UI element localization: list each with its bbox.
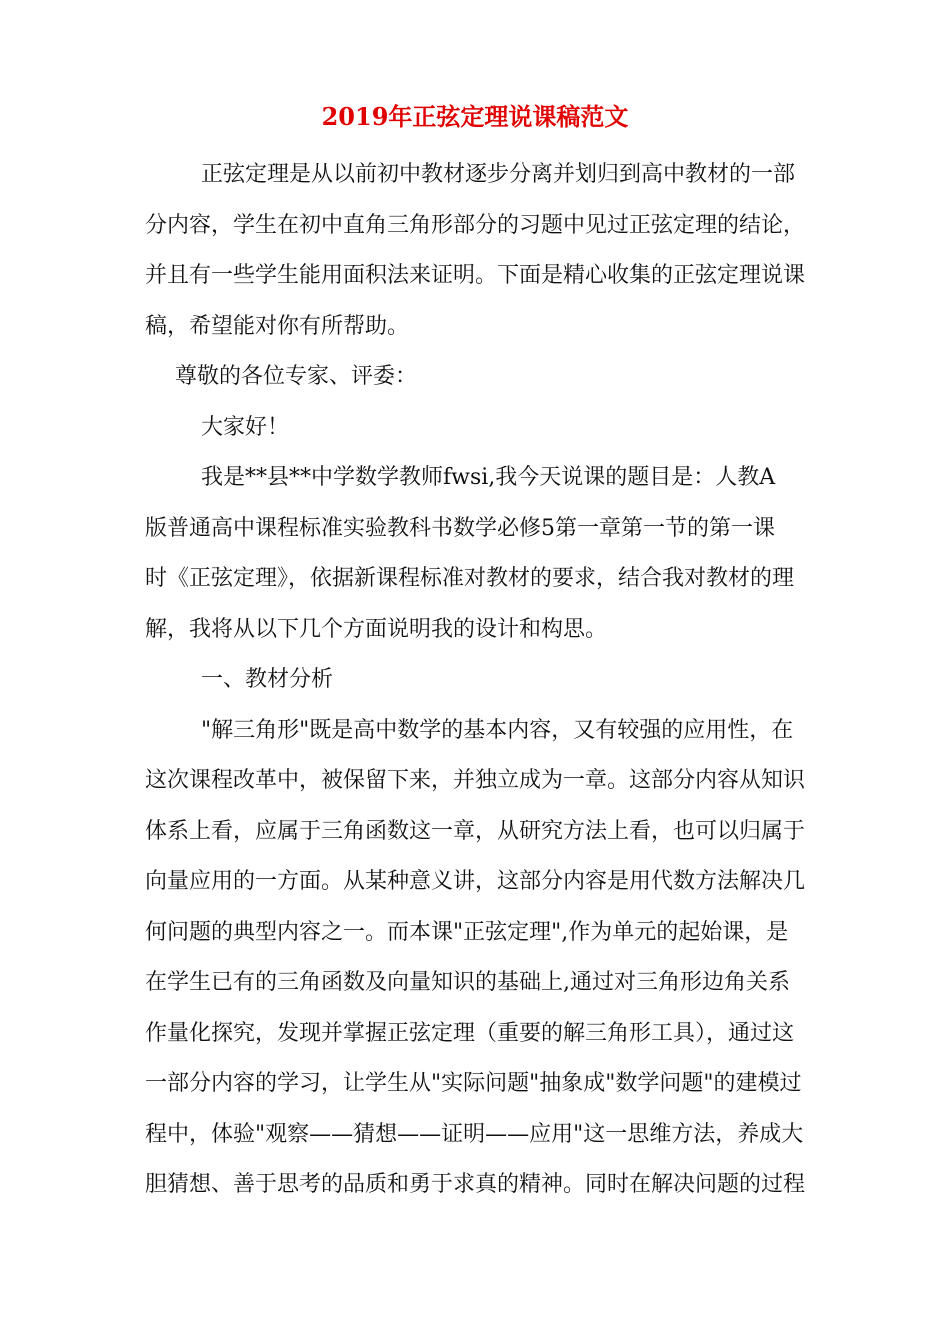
body-line: 并且有一些学生能用面积法来证明。下面是精心收集的正弦定理说课 bbox=[145, 263, 806, 288]
body-line: 版普通高中课程标准实验教科书数学必修5第一章第一节的第一课 bbox=[145, 515, 775, 541]
body-line: 体系上看，应属于三角函数这一章，从研究方法上看，也可以归属于 bbox=[145, 818, 806, 844]
body-line: 程中，体验"观察——猜想——证明——应用"这一思维方法，养成大 bbox=[145, 1121, 804, 1147]
body-line: 稿，希望能对你有所帮助。 bbox=[145, 313, 410, 339]
body-line: 尊敬的各位专家、评委： bbox=[175, 364, 418, 389]
body-line: 时《正弦定理》，依据新课程标准对教材的要求，结合我对教材的理 bbox=[145, 566, 795, 591]
body-line: 在学生已有的三角函数及向量知识的基础上,通过对三角形边角关系 bbox=[145, 970, 790, 995]
body-line: 正弦定理是从以前初中教材逐步分离并划归到高中教材的一部 bbox=[201, 162, 796, 187]
body-line: 解，我将从以下几个方面说明我的设计和构思。 bbox=[145, 616, 608, 642]
body-line: "解三角形"既是高中数学的基本内容，又有较强的应用性，在 bbox=[201, 717, 794, 743]
body-line: 一、教材分析 bbox=[201, 667, 334, 692]
body-line: 向量应用的一方面。从某种意义讲，这部分内容是用代数方法解决几 bbox=[145, 869, 806, 894]
document-title: 2019年正弦定理说课稿范文 bbox=[321, 102, 629, 131]
body-line: 作量化探究，发现并掌握正弦定理（重要的解三角形工具），通过这 bbox=[145, 1020, 795, 1046]
body-line: 分内容，学生在初中直角三角形部分的习题中见过正弦定理的结论， bbox=[145, 212, 806, 238]
body-line: 这次课程改革中，被保留下来，并独立成为一章。这部分内容从知识 bbox=[145, 768, 806, 793]
body-line: 大家好！ bbox=[201, 414, 290, 440]
body-line: 我是**县**中学数学教师fwsi,我今天说课的题目是：人教A bbox=[201, 465, 776, 490]
body-line: 一部分内容的学习，让学生从"实际问题"抽象成"数学问题"的建模过 bbox=[145, 1071, 802, 1096]
document-body bbox=[145, 150, 820, 1211]
body-line: 何问题的典型内容之一。而本课"正弦定理",作为单元的起始课，是 bbox=[145, 919, 789, 945]
body-line: 胆猜想、善于思考的品质和勇于求真的精神。同时在解决问题的过程 bbox=[145, 1172, 806, 1197]
